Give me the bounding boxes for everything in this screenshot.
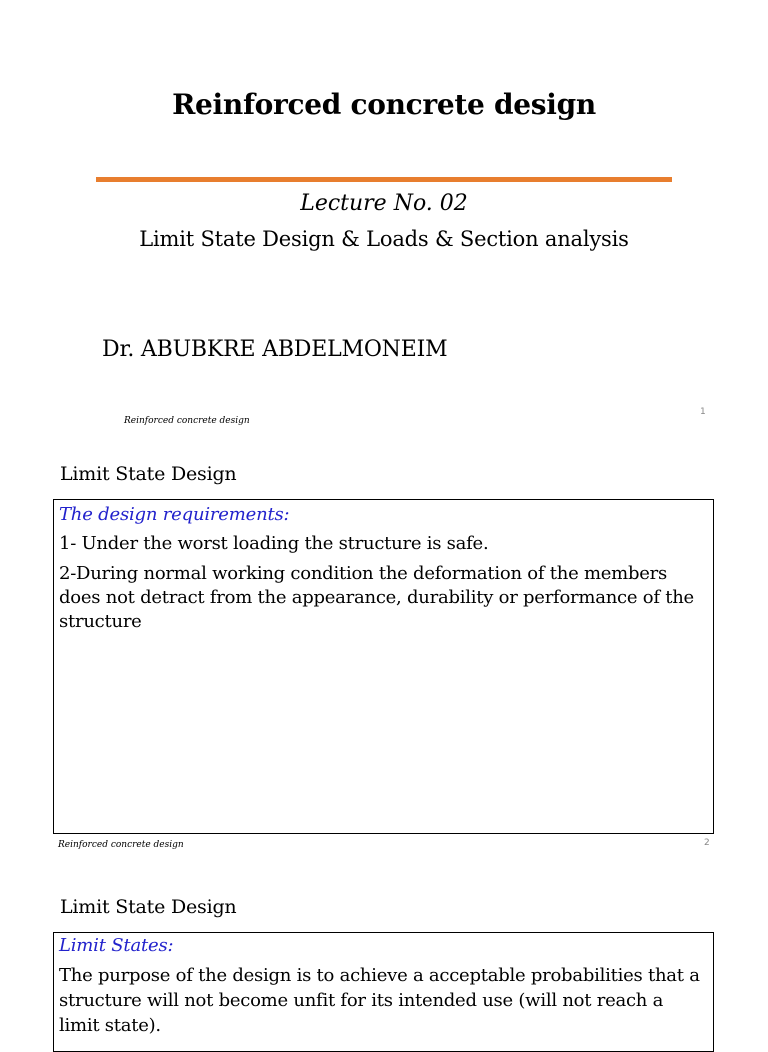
box-label: The design requirements: (59, 504, 290, 525)
paragraph: The purpose of the design is to achieve a acceptable probabilities that a structure will not become unfit for its intended use (will not reach a limit state). (59, 965, 700, 1036)
slide-footer: Reinforced concrete design (124, 416, 250, 426)
accent-divider (96, 177, 672, 182)
box-label: Limit States: (59, 935, 174, 956)
slide-footer: Reinforced concrete design (58, 840, 184, 850)
paragraph: 1- Under the worst loading the structure is safe. (59, 533, 489, 554)
slide-subtitle: Limit State Design & Loads & Section analysis (139, 227, 629, 251)
slide-heading: Limit State Design (60, 896, 237, 918)
slide-title: Reinforced concrete design (172, 88, 596, 121)
content-box (53, 499, 714, 834)
content-box (53, 932, 714, 1052)
lecture-number: Lecture No. 02 (300, 191, 468, 216)
page-number: 1 (700, 407, 706, 417)
slide-heading: Limit State Design (60, 463, 237, 485)
page-number: 2 (704, 838, 710, 848)
author-name: Dr. ABUBKRE ABDELMONEIM (102, 337, 448, 362)
paragraph: 2-During normal working condition the deformation of the members does not detract from the appearance, durability or performance of the structure (59, 563, 694, 632)
